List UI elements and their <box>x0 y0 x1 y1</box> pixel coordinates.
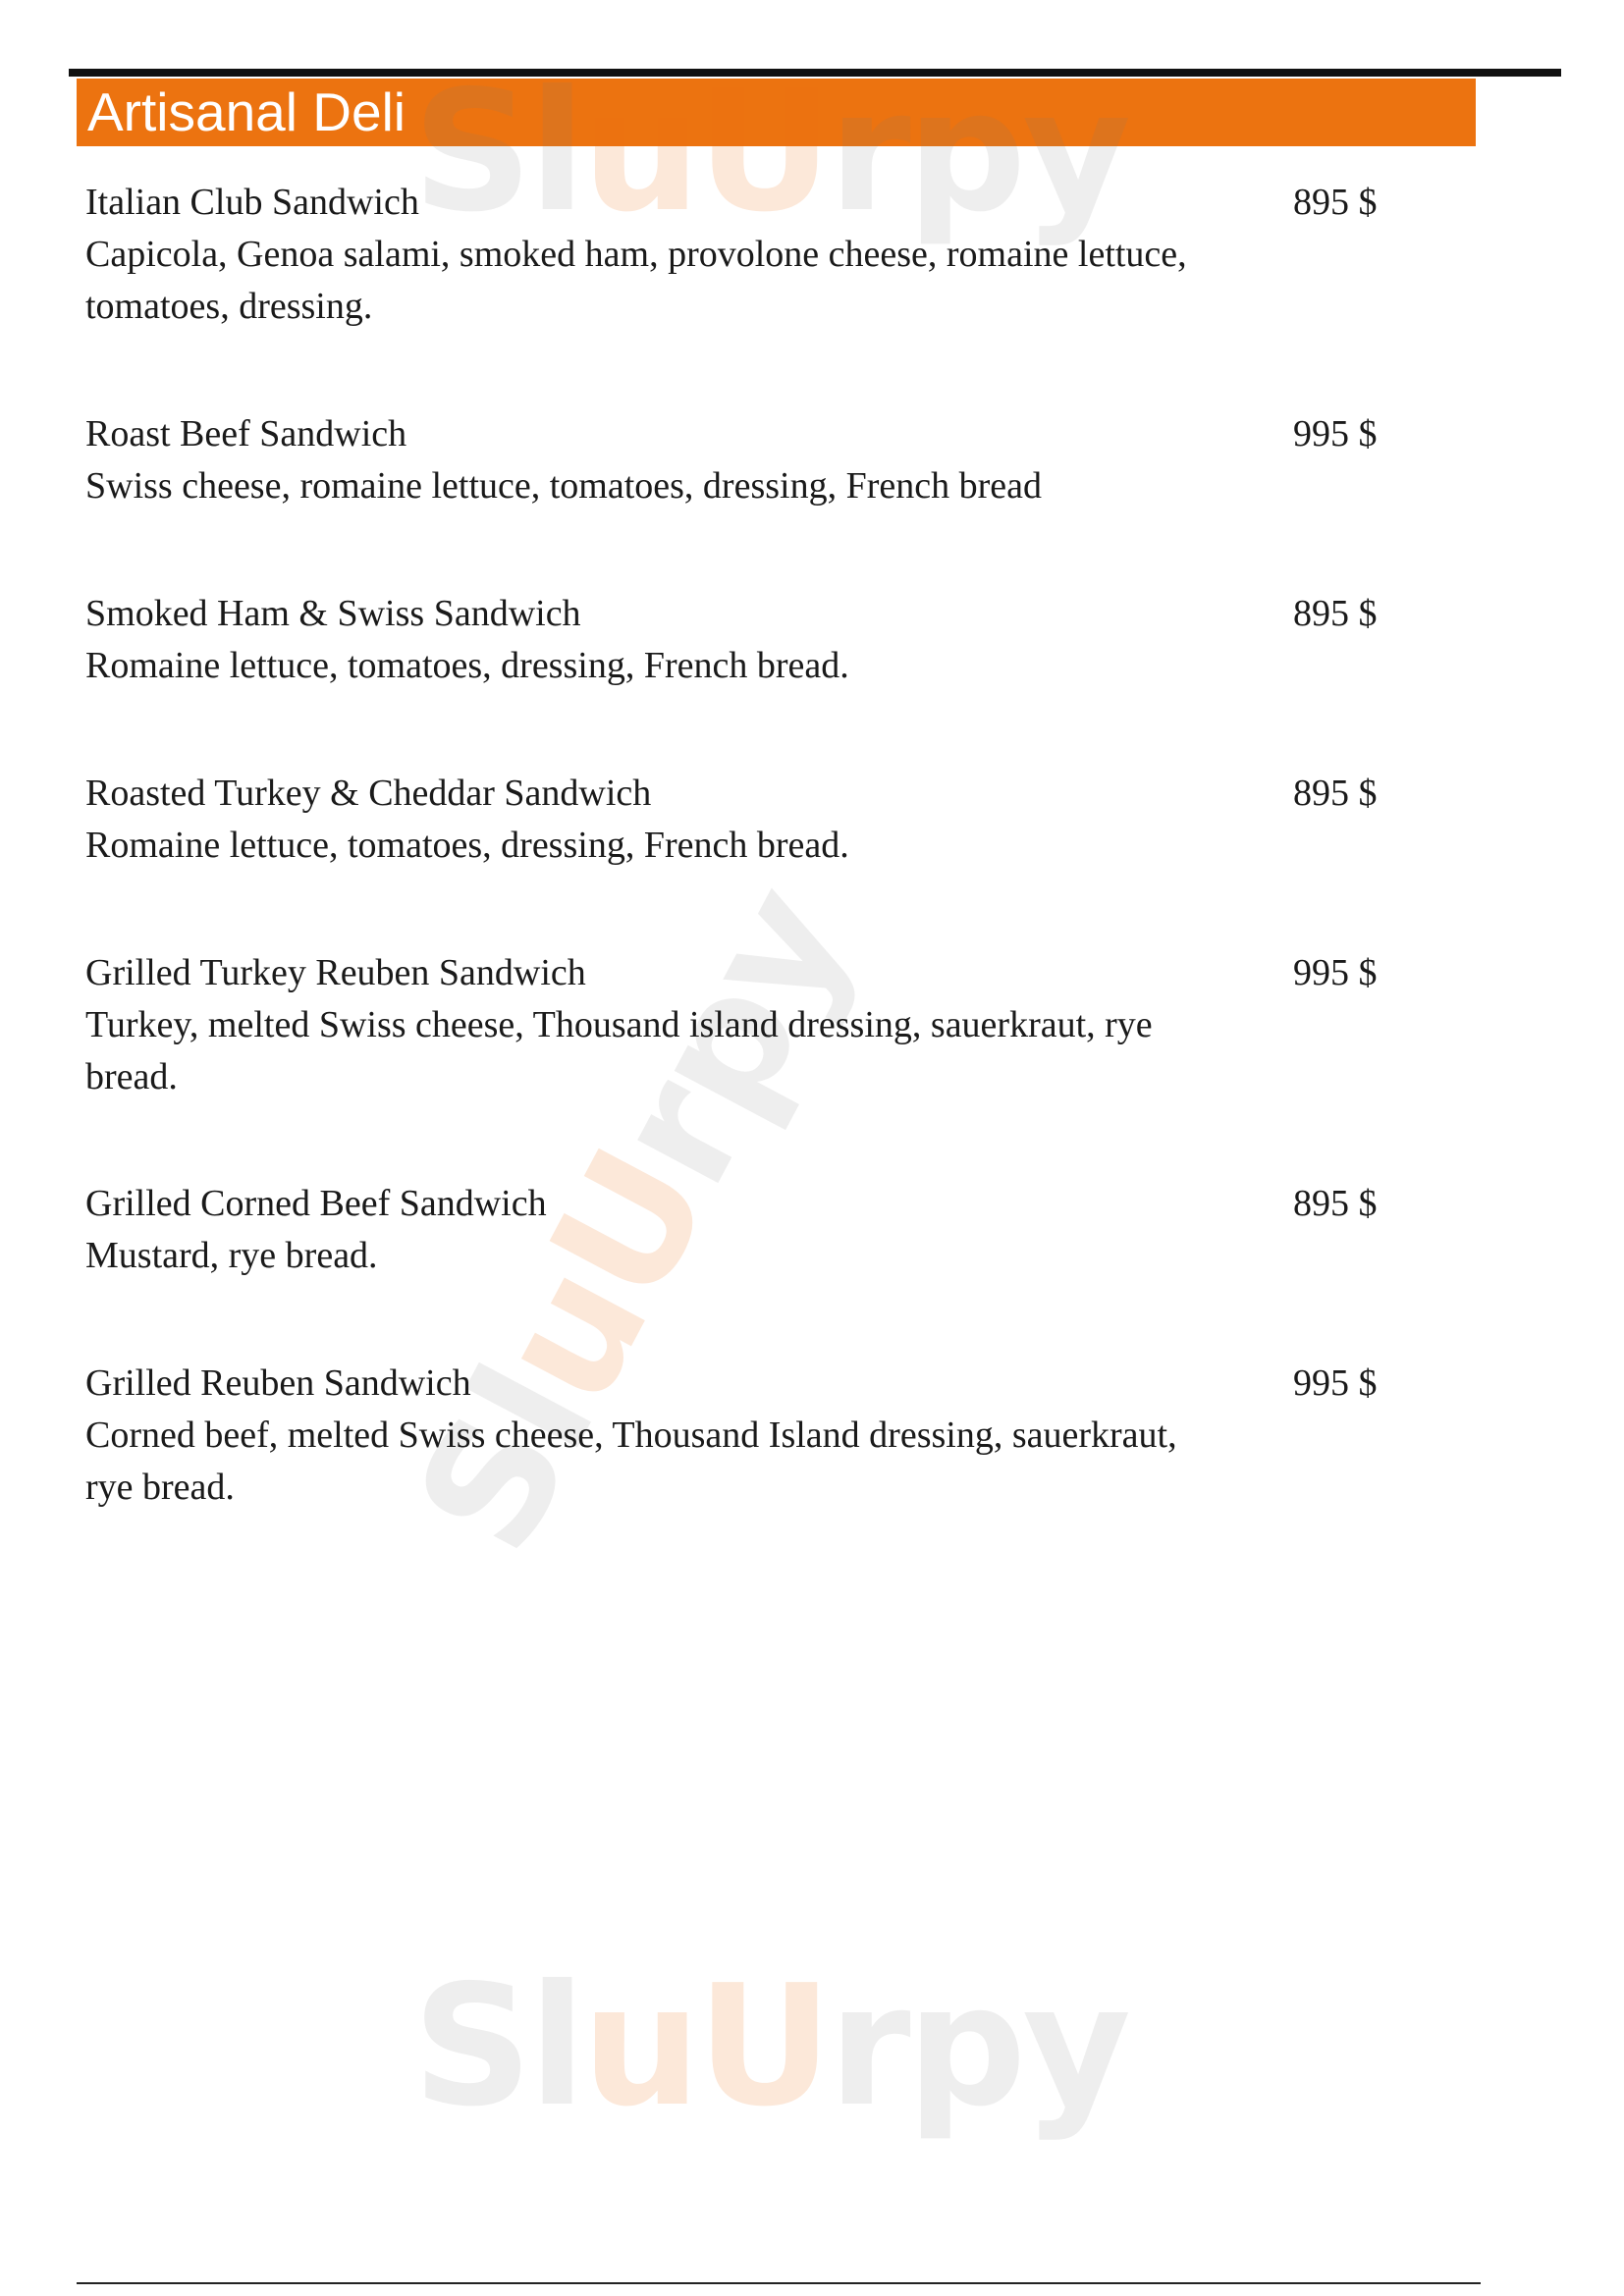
item-name: Roast Beef Sandwich <box>85 413 407 454</box>
item-description: Capicola, Genoa salami, smoked ham, provolone cheese, romaine lettuce, tomatoes, dressing. <box>85 234 1187 327</box>
item-price: 895 $ <box>1293 773 1378 814</box>
item-price: 995 $ <box>1293 1362 1378 1404</box>
item-description: Swiss cheese, romaine lettuce, tomatoes, dressing, French bread <box>85 465 1042 507</box>
watermark-logo: SluUrpy <box>412 55 1128 249</box>
menu-item <box>85 408 1401 512</box>
item-name: Grilled Corned Beef Sandwich <box>85 1183 547 1224</box>
section-title: Artisanal Deli <box>87 81 406 142</box>
item-name: Grilled Reuben Sandwich <box>85 1362 471 1404</box>
item-description: Turkey, melted Swiss cheese, Thousand island dressing, sauerkraut, rye bread. <box>85 1004 1153 1097</box>
item-price: 995 $ <box>1293 952 1378 993</box>
item-price: 895 $ <box>1293 1183 1378 1224</box>
menu-item <box>85 768 1401 872</box>
item-description: Romaine lettuce, tomatoes, dressing, French bread. <box>85 645 849 686</box>
item-name: Roasted Turkey & Cheddar Sandwich <box>85 773 652 814</box>
item-price: 895 $ <box>1293 182 1378 223</box>
menu-item <box>85 1178 1401 1282</box>
item-price: 895 $ <box>1293 593 1378 634</box>
top-rule <box>69 69 1561 77</box>
item-name: Grilled Turkey Reuben Sandwich <box>85 952 586 993</box>
menu-item <box>85 947 1401 1103</box>
item-description: Corned beef, melted Swiss cheese, Thousand Island dressing, sauerkraut, rye bread. <box>85 1415 1177 1508</box>
watermark-logo: SluUrpy <box>412 1949 1128 2144</box>
item-description: Mustard, rye bread. <box>85 1235 378 1276</box>
menu-item <box>85 1358 1401 1514</box>
bottom-rule <box>77 2282 1481 2284</box>
item-price: 995 $ <box>1293 413 1378 454</box>
menu-item <box>85 588 1401 692</box>
menu-item <box>85 177 1401 333</box>
section-header <box>77 79 1476 146</box>
item-description: Romaine lettuce, tomatoes, dressing, French bread. <box>85 825 849 866</box>
watermark-logo: SluUrpy <box>380 859 888 1582</box>
item-name: Italian Club Sandwich <box>85 182 419 223</box>
item-name: Smoked Ham & Swiss Sandwich <box>85 593 581 634</box>
